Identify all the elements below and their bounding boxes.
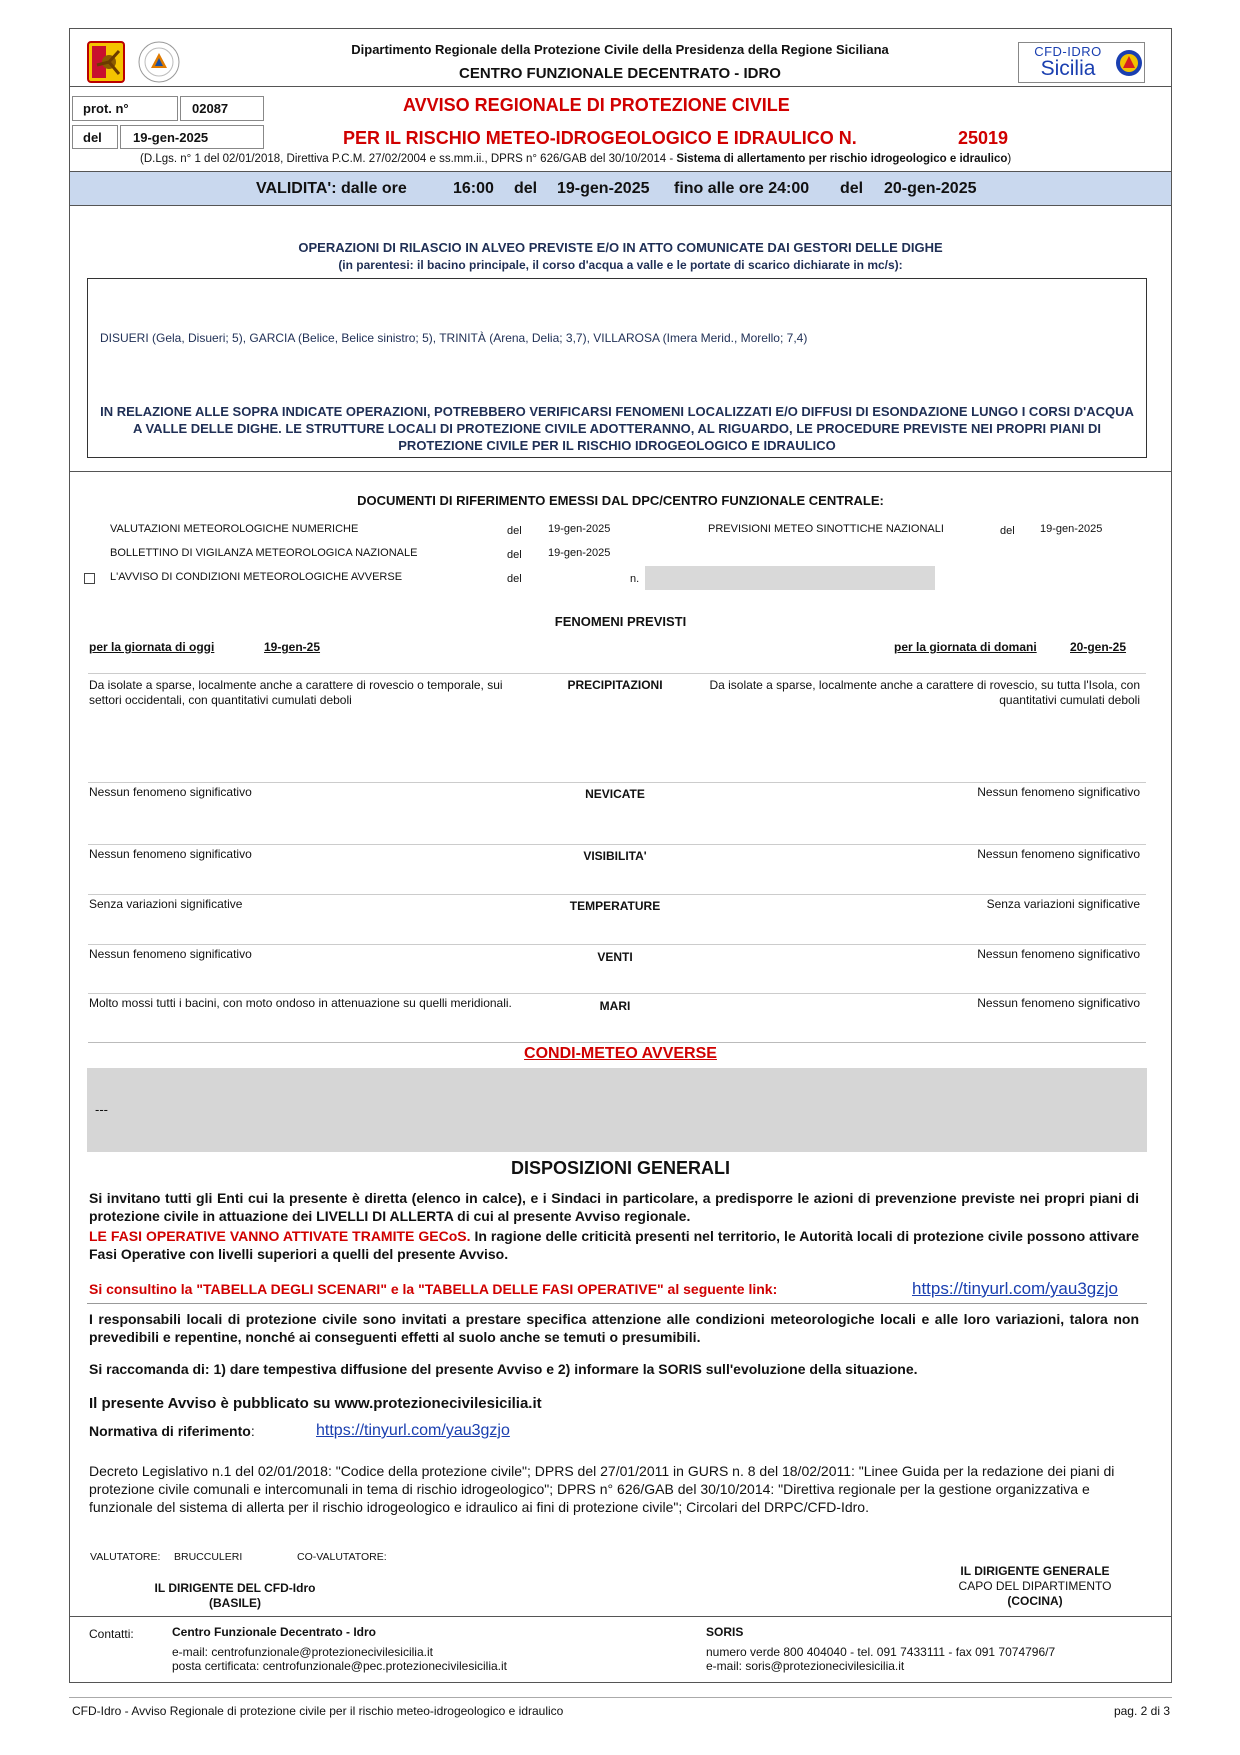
del-value: 19-gen-2025	[133, 130, 209, 145]
docs-row3-number-field	[645, 566, 935, 590]
right-signatory-name: (COCINA)	[1007, 1594, 1063, 1608]
wind-tomorrow: Nessun fenomeno significativo	[977, 947, 1140, 961]
left-signatory-name: (BASILE)	[209, 1596, 261, 1610]
norm-label-line	[89, 1423, 255, 1439]
prot-value-box	[180, 96, 264, 121]
footer-left: CFD-Idro - Avviso Regionale di protezione civile per il rischio meteo-idrogeologico e idraulico	[72, 1704, 564, 1718]
general-p2	[89, 1227, 1139, 1263]
page-number: pag. 2 di 3	[1113, 1704, 1170, 1718]
precipitation-label: PRECIPITAZIONI	[567, 678, 663, 692]
phenomena-separator	[88, 1042, 1146, 1043]
bulletin-number: 25019	[958, 128, 1009, 148]
visibility-tomorrow: Nessun fenomeno significativo	[977, 847, 1140, 861]
contacts-label: Contatti:	[89, 1627, 134, 1641]
phenomena-title: FENOMENI PREVISTI	[554, 614, 687, 629]
docs-row2-label: BOLLETTINO DI VIGILANZA METEOROLOGICA NAZIONALE	[110, 547, 418, 559]
general-divider	[87, 1303, 1147, 1304]
snow-tomorrow: Nessun fenomeno significativo	[977, 785, 1140, 799]
dams-title: OPERAZIONI DI RILASCIO IN ALVEO PREVISTE E/O IN ATTO COMUNICATE DAI GESTORI DELLE DIGHE	[298, 240, 943, 255]
docs-row1-label: VALUTAZIONI METEOROLOGICHE NUMERICHE	[110, 523, 359, 535]
temperature-tomorrow: Senza variazioni significative	[986, 897, 1140, 911]
norm-label: Normativa di riferimento	[89, 1423, 251, 1439]
del-value-box	[120, 125, 264, 149]
legal-references	[140, 153, 1011, 165]
left-signatory-title: IL DIRIGENTE DEL CFD-Idro	[154, 1581, 316, 1595]
docs-row1b-del: del	[1000, 525, 1015, 537]
del-label-box	[72, 125, 118, 149]
snow-label: NEVICATE	[585, 787, 645, 801]
dams-warning: IN RELAZIONE ALLE SOPRA INDICATE OPERAZIONI, POTREBBERO VERIFICARSI FENOMENI LOCALIZZATI E/O DIFFUSI DI ESONDAZIONE LUNGO I CORSI D'ACQUA A VALLE DELLE DIGHE. LE STRUTTURE LOCALI DI PROTEZIONE CIVILE ADOTTERANNO, AL RIGUARDO, LE PROCEDURE PREVISTE NEI PROPRI PIANI DI PROTEZIONE CIVILE PER IL RISCHIO IDROGEOLOGICO E IDRAULICO	[100, 404, 1134, 453]
docs-row3-label: L'AVVISO DI CONDIZIONI METEOROLOGICHE AVVERSE	[110, 571, 403, 583]
docs-row3-del: del	[507, 573, 522, 585]
general-p2-red: LE FASI OPERATIVE VANNO ATTIVATE TRAMITE GECoS.	[89, 1228, 471, 1244]
today-date: 19-gen-25	[264, 640, 321, 654]
sea-today: Molto mossi tutti i bacini, con moto ondoso in attenuazione su quelli meridionali.	[89, 996, 512, 1010]
bulletin-title-line1: AVVISO REGIONALE DI PROTEZIONE CIVILE	[403, 95, 790, 115]
valutatore-label: VALUTATORE:	[90, 1551, 161, 1563]
centre-name: CENTRO FUNZIONALE DECENTRATO - IDRO	[459, 65, 781, 82]
general-p2-text: In ragione delle criticità presenti nel territorio, le Autorità locali di protezione civile possono attivare Fasi Operative con livelli superiori a quelli del presente Avviso.	[89, 1228, 1139, 1262]
scenarios-link[interactable]: https://tinyurl.com/yau3gzjo	[912, 1279, 1118, 1298]
soris-phone: numero verde 800 404040 - tel. 091 7433111 - fax 091 7074796/7	[706, 1645, 1056, 1659]
legal-references-text: (D.Lgs. n° 1 del 02/01/2018, Direttiva P.C.M. 27/02/2004 e ss.mm.ii., DPRS n° 626/GAB del 30/10/2014 -	[140, 153, 677, 165]
legal-references-system: Sistema di allertamento per rischio idrogeologico e idraulico	[676, 153, 1008, 165]
prot-label-box	[72, 96, 178, 121]
phenomena-separator	[88, 782, 1146, 783]
dams-list: DISUERI (Gela, Disueri; 5), GARCIA (Belice, Belice sinistro; 5), TRINITÀ (Arena, Delia; 3,7), VILLAROSA (Imera Merid., Morello; 7,4)	[100, 331, 808, 345]
adverse-box	[87, 1068, 1147, 1152]
docs-row1-date: 19-gen-2025	[548, 523, 611, 535]
docs-title: DOCUMENTI DI RIFERIMENTO EMESSI DAL DPC/CENTRO FUNZIONALE CENTRALE:	[357, 493, 884, 508]
temperature-label: TEMPERATURE	[569, 899, 661, 913]
contacts-divider	[69, 1616, 1172, 1617]
docs-row2-del: del	[507, 549, 522, 561]
docs-row3-n: n.	[630, 573, 640, 585]
footer-divider	[69, 1697, 1172, 1698]
phenomena-separator	[88, 944, 1146, 945]
validity-label: VALIDITA': dalle ore	[256, 180, 407, 197]
sea-tomorrow: Nessun fenomeno significativo	[977, 996, 1140, 1010]
docs-row1b-label: PREVISIONI METEO SINOTTICHE NAZIONALI	[708, 523, 944, 535]
bulletin-title-line2: PER IL RISCHIO METEO-IDROGEOLOGICO E IDRAULICO N.	[343, 128, 857, 148]
snow-today: Nessun fenomeno significativo	[89, 785, 252, 799]
consult-text: Si consultino la "TABELLA DEGLI SCENARI" e la "TABELLA DELLE FASI OPERATIVE" al seguente link:	[89, 1281, 778, 1297]
cfd-logo-bottom-text: Sicilia	[1040, 57, 1096, 80]
visibility-label: VISIBILITA'	[583, 849, 647, 863]
dams-section-divider	[69, 471, 1172, 472]
legal-references-close: )	[1007, 153, 1012, 165]
sicily-coat-of-arms-logo	[87, 41, 125, 83]
del-label: del	[83, 130, 102, 145]
general-p3: I responsabili locali di protezione civile sono invitati a prestare specifica attenzione alle condizioni meteorologiche locali e alle loro variazioni, talora non prevedibili e repentine, nonché ai conseguenti effetti al suolo anche se temuti o presumibili.	[89, 1311, 1139, 1345]
right-signatory-title: IL DIRIGENTE GENERALE	[960, 1564, 1110, 1578]
cfd-idro-sicilia-logo	[1018, 42, 1145, 83]
validity-del1: del	[514, 180, 538, 197]
docs-row2-date: 19-gen-2025	[548, 547, 611, 559]
validity-del2: del	[840, 180, 864, 197]
wind-label: VENTI	[597, 950, 633, 964]
cfd-logo-top-text: CFD-IDRO	[1034, 44, 1102, 59]
phenomena-separator	[88, 894, 1146, 895]
general-title: DISPOSIZIONI GENERALI	[510, 1158, 731, 1178]
tomorrow-date: 20-gen-25	[1070, 640, 1127, 654]
dams-box	[87, 278, 1147, 458]
dept-name: Dipartimento Regionale della Protezione Civile della Presidenza della Regione Siciliana	[351, 42, 889, 57]
precipitation-tomorrow: Da isolate a sparse, localmente anche a carattere di rovescio, su tutta l'Isola, con quantitativi cumulati deboli	[709, 678, 1140, 707]
right-signatory-sub: CAPO DEL DIPARTIMENTO	[958, 1579, 1112, 1593]
today-label: per la giornata di oggi	[89, 640, 215, 654]
temperature-today: Senza variazioni significative	[89, 897, 243, 911]
validity-band	[70, 171, 1171, 206]
prot-value: 02087	[192, 101, 229, 116]
tomorrow-label: per la giornata di domani	[894, 640, 1037, 654]
sea-label: MARI	[599, 999, 631, 1013]
cfd-logo-emblem-icon	[1115, 49, 1143, 77]
adverse-title: CONDI-METEO AVVERSE	[524, 1045, 717, 1062]
cfd-contact-pec: posta certificata: centrofunzionale@pec.protezionecivilesicilia.it	[172, 1659, 508, 1673]
docs-row1b-date: 19-gen-2025	[1040, 523, 1103, 535]
adverse-notice-checkbox[interactable]	[84, 573, 95, 584]
soris-name: SORIS	[706, 1625, 744, 1639]
validity-time-from: 16:00	[453, 180, 494, 197]
dams-subtitle: (in parentesi: il bacino principale, il corso d'acqua a valle e le portate di scarico dichiarate in mc/s):	[338, 258, 903, 272]
wind-today: Nessun fenomeno significativo	[89, 947, 252, 961]
protezione-civile-logo	[137, 40, 181, 84]
general-p5: Il presente Avviso è pubblicato su www.protezionecivilesicilia.it	[89, 1395, 542, 1412]
visibility-today: Nessun fenomeno significativo	[89, 847, 252, 861]
valutatore-name: BRUCCULERI	[174, 1551, 243, 1563]
phenomena-separator	[88, 844, 1146, 845]
adverse-text: ---	[95, 1102, 108, 1117]
norm-link[interactable]: https://tinyurl.com/yau3gzjo	[316, 1422, 510, 1439]
prot-label: prot. n°	[83, 101, 129, 116]
validity-date-from: 19-gen-2025	[557, 180, 650, 197]
soris-email: e-mail: soris@protezionecivilesicilia.it	[706, 1659, 905, 1673]
docs-row1-del: del	[507, 525, 522, 537]
norm-colon: :	[250, 1423, 255, 1439]
precipitation-today: Da isolate a sparse, localmente anche a carattere di rovescio o temporale, sui settori occidentali, con quantitativi cumulati deboli	[89, 678, 503, 707]
header-divider	[69, 86, 1172, 87]
validity-date-to: 20-gen-2025	[884, 180, 977, 197]
covalutatore-label: CO-VALUTATORE:	[297, 1551, 387, 1563]
cfd-contact-name: Centro Funzionale Decentrato - Idro	[172, 1625, 377, 1639]
phenomena-separator	[88, 673, 1146, 674]
general-p4: Si raccomanda di: 1) dare tempestiva diffusione del presente Avviso e 2) informare la SORIS sull'evoluzione della situazione.	[89, 1361, 918, 1377]
validity-until: fino alle ore 24:00	[674, 180, 810, 197]
decree-text: Decreto Legislativo n.1 del 02/01/2018: "Codice della protezione civile"; DPRS del 27/01/2011 in GURS n. 8 del 18/02/2011: "Linee Guida per la redazione dei piani di protezione civile comunali e intercomunali in tema di rischio idrogeologico"; DPRS n° 626/GAB del 30/10/2014: "Direttiva regionale per la gestione organizzativa e funzionale del sistema di allerta per il rischio idrogeologico e idraulico ai fini di protezione civile"; Circolari del DRPC/CFD-Idro.	[89, 1463, 1115, 1515]
cfd-contact-email: e-mail: centrofunzionale@protezionecivilesicilia.it	[172, 1645, 433, 1659]
phenomena-separator	[88, 993, 1146, 994]
general-p1: Si invitano tutti gli Enti cui la presente è diretta (elenco in calce), e i Sindaci in particolare, a predisporre le azioni di prevenzione previste nei propri piani di protezione civile in attuazione dei LIVELLI DI ALLERTA di cui al presente Avviso regionale.	[89, 1190, 1139, 1224]
